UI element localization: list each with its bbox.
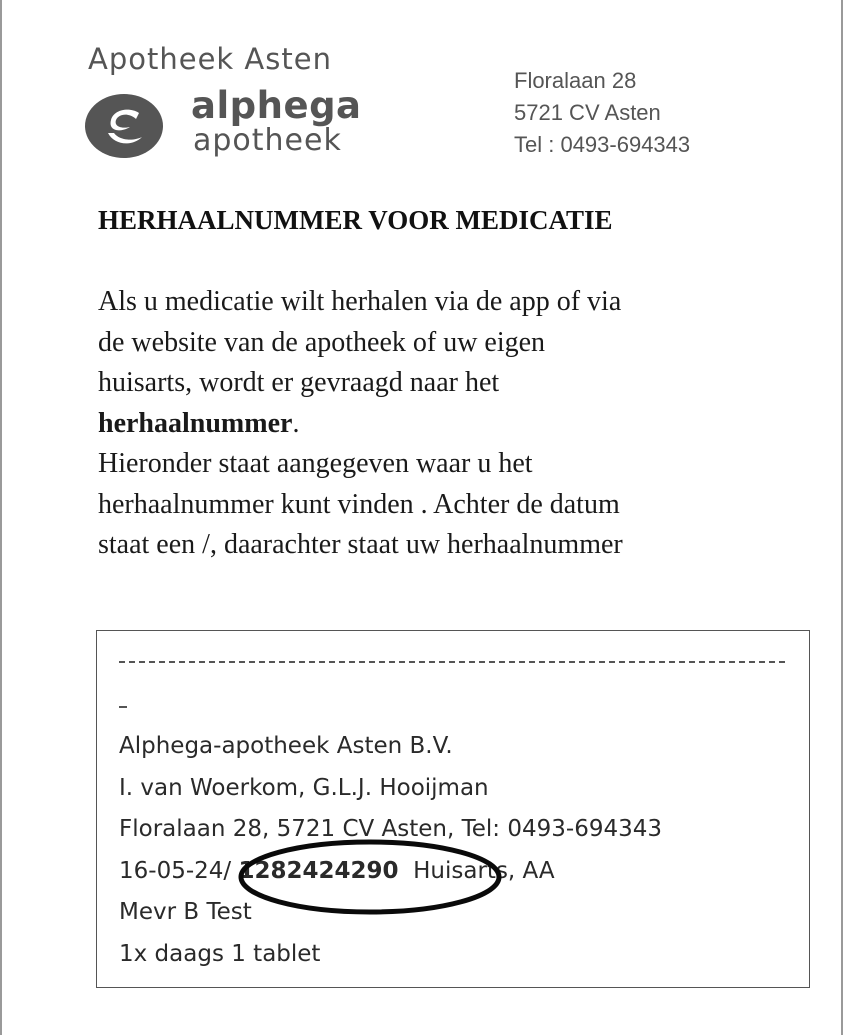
- pharmacy-address: [514, 65, 690, 161]
- document-title: HERHAALNUMMER VOOR MEDICATIE: [98, 205, 613, 235]
- paragraph-line: Als u medicatie wilt herhalen via de app of via: [98, 286, 622, 317]
- alphega-logo-icon: [84, 93, 164, 159]
- label-date: 16-05-24: [119, 857, 224, 884]
- address-street: Floralaan 28: [514, 68, 637, 93]
- label-dosage: 1x daags 1 tablet: [119, 940, 321, 967]
- paragraph-bold-term: herhaalnummer: [98, 407, 293, 439]
- example-medication-label: [96, 630, 810, 988]
- dashed-divider: [119, 661, 785, 663]
- label-address: Floralaan 28, 5721 CV Asten, Tel: 0493-694343: [119, 816, 663, 842]
- logo-wordmark-main: alphega: [191, 84, 362, 127]
- paragraph-period: .: [292, 407, 300, 439]
- dash-stub: [119, 706, 127, 708]
- paragraph-line: Hieronder staat aangegeven waar u het: [98, 448, 533, 479]
- paragraph-line: huisarts, wordt er gevraagd naar het: [98, 367, 500, 398]
- label-patient: Mevr B Test: [119, 899, 252, 925]
- label-text: [119, 726, 662, 975]
- address-postal-city: 5721 CV Asten: [514, 100, 661, 125]
- pharmacy-name: Apotheek Asten: [88, 42, 332, 76]
- paragraph-line: de website van de apotheek of uw eigen: [98, 326, 546, 358]
- label-date-number-row: [119, 851, 662, 893]
- label-prescriber: Huisarts, AA: [413, 857, 555, 884]
- paragraph-line: staat een /, daarachter staat uw herhaalnummer: [98, 529, 623, 560]
- logo-wordmark-sub: apotheek: [193, 123, 342, 158]
- address-phone: Tel : 0493-694343: [514, 132, 691, 157]
- instruction-paragraph: [98, 282, 623, 566]
- label-pharmacists: I. van Woerkom, G.L.J. Hooijman: [119, 774, 489, 801]
- label-separator: /: [223, 857, 232, 884]
- label-company: Alphega-apotheek Asten B.V.: [119, 733, 453, 759]
- repeat-number: 1282424290: [238, 857, 399, 884]
- paragraph-line: herhaalnummer kunt vinden . Achter de datum: [98, 488, 620, 520]
- page-edge-left: [0, 0, 2, 1035]
- paragraph-line: [98, 404, 623, 445]
